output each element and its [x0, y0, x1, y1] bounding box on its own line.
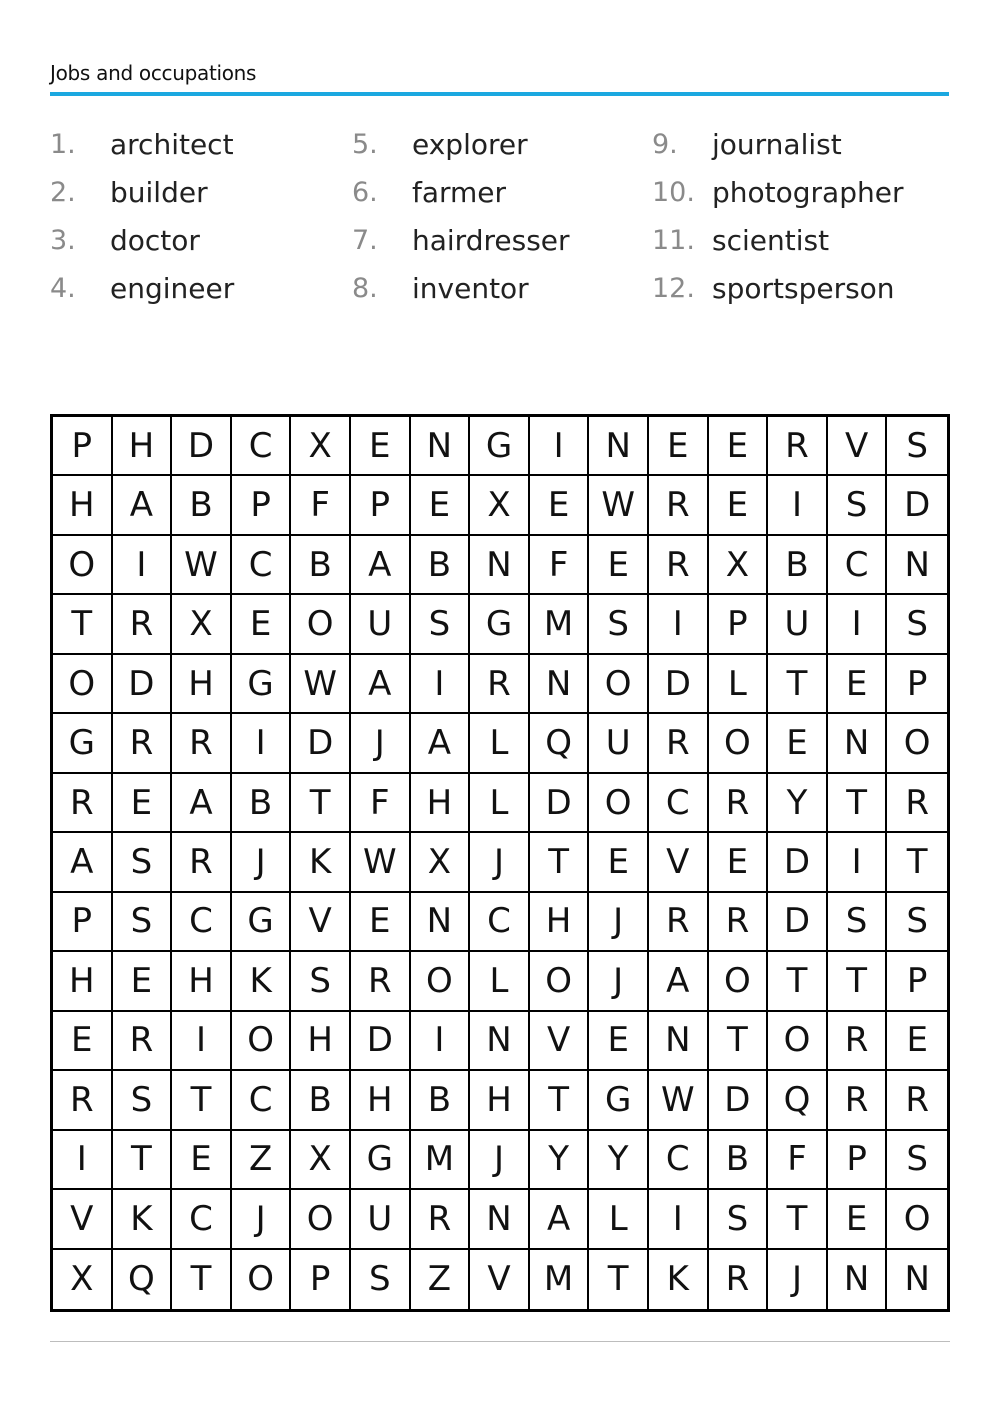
grid-cell[interactable]: N	[649, 1012, 709, 1071]
grid-cell[interactable]: V	[649, 833, 709, 892]
grid-cell[interactable]: Y	[589, 1131, 649, 1190]
grid-cell[interactable]: N	[589, 417, 649, 476]
grid-cell[interactable]: T	[768, 952, 828, 1011]
grid-cell[interactable]: J	[232, 1190, 292, 1249]
grid-cell[interactable]: H	[351, 1071, 411, 1130]
grid-cell[interactable]: S	[828, 476, 888, 535]
grid-cell[interactable]: H	[470, 1071, 530, 1130]
item-number: 6.	[352, 176, 378, 208]
grid-cell[interactable]: G	[53, 714, 113, 773]
grid-cell[interactable]: A	[351, 655, 411, 714]
grid-cell[interactable]: Q	[768, 1071, 828, 1130]
grid-cell[interactable]: T	[530, 833, 590, 892]
grid-cell[interactable]: R	[887, 1071, 947, 1130]
grid-cell[interactable]: S	[113, 1071, 173, 1130]
grid-cell[interactable]: T	[828, 952, 888, 1011]
grid-cell[interactable]: O	[53, 655, 113, 714]
grid-cell[interactable]: P	[351, 476, 411, 535]
grid-cell[interactable]: T	[828, 774, 888, 833]
grid-cell[interactable]: V	[291, 893, 351, 952]
grid-cell[interactable]: N	[470, 1190, 530, 1249]
grid-cell[interactable]: U	[351, 1190, 411, 1249]
grid-cell[interactable]: N	[530, 655, 590, 714]
grid-cell[interactable]: I	[649, 1190, 709, 1249]
grid-cell[interactable]: T	[768, 655, 828, 714]
grid-cell[interactable]: H	[411, 774, 471, 833]
item-number: 9.	[652, 128, 678, 160]
grid-cell[interactable]: P	[887, 655, 947, 714]
grid-cell[interactable]: F	[768, 1131, 828, 1190]
grid-cell[interactable]: X	[709, 536, 769, 595]
grid-cell[interactable]: S	[887, 1131, 947, 1190]
grid-cell[interactable]: O	[53, 536, 113, 595]
item-word: photographer	[712, 175, 904, 209]
grid-cell[interactable]: H	[53, 476, 113, 535]
grid-cell[interactable]: E	[649, 417, 709, 476]
item-number: 2.	[50, 176, 76, 208]
item-word: builder	[110, 175, 208, 209]
grid-cell[interactable]: E	[709, 476, 769, 535]
grid-cell[interactable]: S	[887, 417, 947, 476]
grid-cell[interactable]: T	[530, 1071, 590, 1130]
item-number: 10.	[652, 176, 695, 208]
grid-cell[interactable]: Z	[232, 1131, 292, 1190]
list-item	[50, 120, 234, 168]
grid-cell[interactable]: A	[53, 833, 113, 892]
grid-cell[interactable]: N	[828, 714, 888, 773]
grid-cell[interactable]: T	[172, 1071, 232, 1130]
footer-divider	[50, 1341, 950, 1342]
grid-cell[interactable]: L	[709, 655, 769, 714]
grid-cell[interactable]: T	[53, 595, 113, 654]
grid-cell[interactable]: D	[768, 893, 828, 952]
grid-cell[interactable]: E	[172, 1131, 232, 1190]
grid-cell[interactable]: S	[291, 952, 351, 1011]
grid-cell[interactable]: C	[232, 417, 292, 476]
grid-cell[interactable]: K	[113, 1190, 173, 1249]
grid-cell[interactable]: P	[232, 476, 292, 535]
grid-cell[interactable]: R	[411, 1190, 471, 1249]
grid-cell[interactable]: R	[113, 714, 173, 773]
grid-cell[interactable]: C	[649, 1131, 709, 1190]
item-word: sportsperson	[712, 271, 895, 305]
grid-cell[interactable]: D	[887, 476, 947, 535]
grid-cell[interactable]: H	[172, 655, 232, 714]
grid-cell[interactable]: S	[113, 833, 173, 892]
item-number: 1.	[50, 128, 76, 160]
grid-cell[interactable]: R	[828, 1071, 888, 1130]
word-list-column-3	[652, 120, 903, 312]
grid-cell[interactable]: V	[828, 417, 888, 476]
grid-cell[interactable]: R	[649, 476, 709, 535]
grid-cell[interactable]: P	[53, 417, 113, 476]
grid-cell[interactable]: N	[828, 1250, 888, 1309]
grid-cell[interactable]: U	[351, 595, 411, 654]
item-number: 12.	[652, 272, 695, 304]
grid-cell[interactable]: B	[172, 476, 232, 535]
grid-cell[interactable]: J	[589, 952, 649, 1011]
grid-cell[interactable]: S	[113, 893, 173, 952]
grid-cell[interactable]: E	[589, 1012, 649, 1071]
grid-cell[interactable]: S	[411, 595, 471, 654]
grid-cell[interactable]: O	[887, 1190, 947, 1249]
grid-cell[interactable]: N	[470, 1012, 530, 1071]
grid-cell[interactable]: O	[589, 655, 649, 714]
grid-cell[interactable]: K	[232, 952, 292, 1011]
word-list-column-1	[50, 120, 234, 312]
grid-cell[interactable]: T	[887, 833, 947, 892]
item-number: 7.	[352, 224, 378, 256]
grid-cell[interactable]: V	[470, 1250, 530, 1309]
grid-cell[interactable]: I	[113, 536, 173, 595]
grid-cell[interactable]: W	[649, 1071, 709, 1130]
grid-cell[interactable]: Z	[411, 1250, 471, 1309]
grid-cell[interactable]: T	[172, 1250, 232, 1309]
grid-cell[interactable]: B	[291, 1071, 351, 1130]
grid-cell[interactable]: P	[828, 1131, 888, 1190]
grid-cell[interactable]: R	[768, 417, 828, 476]
grid-cell[interactable]: I	[828, 833, 888, 892]
grid-cell[interactable]: N	[887, 536, 947, 595]
item-word: architect	[110, 127, 234, 161]
grid-cell[interactable]: O	[411, 952, 471, 1011]
grid-cell[interactable]: U	[589, 714, 649, 773]
grid-cell[interactable]: D	[768, 833, 828, 892]
grid-cell[interactable]: M	[411, 1131, 471, 1190]
grid-cell[interactable]: A	[351, 536, 411, 595]
grid-cell[interactable]: B	[768, 536, 828, 595]
grid-cell[interactable]: C	[470, 893, 530, 952]
grid-cell[interactable]: I	[411, 655, 471, 714]
grid-cell[interactable]: J	[768, 1250, 828, 1309]
grid-cell[interactable]: K	[649, 1250, 709, 1309]
grid-cell[interactable]: B	[709, 1131, 769, 1190]
grid-cell[interactable]: D	[172, 417, 232, 476]
grid-cell[interactable]: C	[232, 1071, 292, 1130]
grid-cell[interactable]: E	[530, 476, 590, 535]
grid-cell[interactable]: I	[411, 1012, 471, 1071]
grid-cell[interactable]: W	[589, 476, 649, 535]
grid-cell[interactable]: V	[530, 1012, 590, 1071]
grid-cell[interactable]: G	[589, 1071, 649, 1130]
grid-cell[interactable]: H	[113, 417, 173, 476]
grid-cell[interactable]: T	[768, 1190, 828, 1249]
item-number: 4.	[50, 272, 76, 304]
grid-cell[interactable]: A	[411, 714, 471, 773]
grid-cell[interactable]: X	[470, 476, 530, 535]
grid-cell[interactable]: D	[709, 1071, 769, 1130]
item-word: explorer	[412, 127, 528, 161]
grid-cell[interactable]: V	[53, 1190, 113, 1249]
list-item	[50, 264, 234, 312]
list-item	[652, 216, 903, 264]
grid-cell[interactable]: O	[232, 1250, 292, 1309]
grid-cell[interactable]: R	[172, 714, 232, 773]
grid-cell[interactable]: Q	[530, 714, 590, 773]
grid-cell[interactable]: G	[232, 893, 292, 952]
grid-cell[interactable]: E	[709, 417, 769, 476]
list-item	[652, 264, 903, 312]
grid-cell[interactable]: P	[53, 893, 113, 952]
grid-cell[interactable]: Y	[768, 774, 828, 833]
grid-cell[interactable]: X	[53, 1250, 113, 1309]
list-item	[352, 120, 570, 168]
grid-cell[interactable]: R	[649, 893, 709, 952]
grid-cell[interactable]: C	[232, 536, 292, 595]
grid-cell[interactable]: I	[649, 595, 709, 654]
grid-cell[interactable]: R	[709, 893, 769, 952]
grid-cell[interactable]: E	[828, 655, 888, 714]
grid-cell[interactable]: R	[53, 774, 113, 833]
grid-cell[interactable]: N	[470, 536, 530, 595]
grid-cell[interactable]: I	[768, 476, 828, 535]
grid-cell[interactable]: H	[53, 952, 113, 1011]
grid-cell[interactable]: A	[649, 952, 709, 1011]
grid-cell[interactable]: C	[649, 774, 709, 833]
grid-cell[interactable]: X	[411, 833, 471, 892]
grid-cell[interactable]: Q	[113, 1250, 173, 1309]
grid-cell[interactable]: E	[351, 417, 411, 476]
grid-cell[interactable]: S	[351, 1250, 411, 1309]
grid-cell[interactable]: E	[411, 476, 471, 535]
grid-cell[interactable]: R	[53, 1071, 113, 1130]
grid-cell[interactable]: N	[904, 1259, 930, 1300]
grid-cell[interactable]: R	[709, 774, 769, 833]
grid-cell[interactable]: F	[530, 536, 590, 595]
word-list-column-2	[352, 120, 570, 312]
item-word: doctor	[110, 223, 200, 257]
grid-cell[interactable]: S	[887, 595, 947, 654]
grid-cell[interactable]: L	[589, 1190, 649, 1249]
grid-cell[interactable]: O	[887, 714, 947, 773]
grid-cell[interactable]: J	[470, 833, 530, 892]
title-underline	[50, 92, 949, 96]
grid-cell[interactable]: P	[887, 952, 947, 1011]
grid-cell[interactable]: A	[172, 774, 232, 833]
grid-cell[interactable]: L	[470, 774, 530, 833]
worksheet-header	[50, 56, 949, 96]
grid-cell[interactable]: N	[411, 893, 471, 952]
grid-cell[interactable]: R	[351, 952, 411, 1011]
grid-cell[interactable]: R	[649, 536, 709, 595]
grid-cell[interactable]: D	[530, 774, 590, 833]
grid-cell[interactable]: B	[411, 1071, 471, 1130]
grid-cell[interactable]: P	[291, 1250, 351, 1309]
grid-cell[interactable]: B	[232, 774, 292, 833]
list-item	[352, 168, 570, 216]
list-item	[50, 216, 234, 264]
grid-cell[interactable]: E	[113, 774, 173, 833]
grid-cell[interactable]: E	[53, 1012, 113, 1071]
grid-cell[interactable]: X	[291, 417, 351, 476]
grid-cell[interactable]: S	[887, 893, 947, 952]
grid-cell[interactable]: E	[887, 1012, 947, 1071]
grid-cell[interactable]: D	[113, 655, 173, 714]
grid-cell[interactable]: O	[768, 1012, 828, 1071]
grid-cell[interactable]: J	[470, 1131, 530, 1190]
grid-cell[interactable]: W	[291, 655, 351, 714]
grid-cell[interactable]: O	[291, 595, 351, 654]
grid-cell[interactable]: C	[828, 536, 888, 595]
grid-cell[interactable]: A	[530, 1190, 590, 1249]
grid-cell[interactable]: O	[530, 952, 590, 1011]
item-word: scientist	[712, 223, 830, 257]
list-item	[50, 168, 234, 216]
grid-cell[interactable]: O	[589, 774, 649, 833]
grid-cell[interactable]: N	[411, 417, 471, 476]
grid-cell[interactable]: D	[351, 1012, 411, 1071]
grid-cell[interactable]: R	[172, 833, 232, 892]
page-title: Jobs and occupations	[50, 61, 257, 85]
grid-cell[interactable]: A	[113, 476, 173, 535]
grid-cell[interactable]: S	[828, 893, 888, 952]
list-item	[652, 120, 903, 168]
grid-cell[interactable]: E	[113, 952, 173, 1011]
grid-cell[interactable]: J	[232, 833, 292, 892]
grid-cell[interactable]: S	[589, 595, 649, 654]
grid-cell[interactable]: R	[113, 595, 173, 654]
grid-cell[interactable]: D	[649, 655, 709, 714]
grid-cell[interactable]: L	[470, 714, 530, 773]
grid-cell[interactable]: I	[530, 417, 590, 476]
grid-cell[interactable]: O	[709, 952, 769, 1011]
grid-cell[interactable]: H	[530, 893, 590, 952]
grid-cell[interactable]: B	[291, 536, 351, 595]
grid-cell[interactable]: B	[411, 536, 471, 595]
grid-cell[interactable]: I	[232, 714, 292, 773]
grid-cell[interactable]: I	[828, 595, 888, 654]
grid-cell[interactable]: O	[291, 1190, 351, 1249]
grid-cell[interactable]: J	[351, 714, 411, 773]
grid-cell[interactable]: G	[232, 655, 292, 714]
grid-cell[interactable]: O	[709, 714, 769, 773]
item-word: farmer	[412, 175, 507, 209]
grid-cell[interactable]: T	[709, 1012, 769, 1071]
grid-cell[interactable]: E	[768, 714, 828, 773]
grid-cell[interactable]: D	[291, 714, 351, 773]
item-word: engineer	[110, 271, 235, 305]
grid-cell[interactable]: G	[470, 417, 530, 476]
grid-cell[interactable]: H	[291, 1012, 351, 1071]
item-number: 5.	[352, 128, 378, 160]
grid-cell[interactable]: J	[589, 893, 649, 952]
grid-cell[interactable]: Y	[530, 1131, 590, 1190]
list-item	[352, 264, 570, 312]
item-number: 3.	[50, 224, 76, 256]
grid-cell[interactable]: R	[113, 1012, 173, 1071]
item-number: 8.	[352, 272, 378, 304]
grid-cell[interactable]: W	[172, 536, 232, 595]
grid-cell[interactable]: O	[232, 1012, 292, 1071]
grid-cell[interactable]: P	[709, 595, 769, 654]
grid-cell[interactable]: M	[530, 595, 590, 654]
grid-cell[interactable]: E	[589, 833, 649, 892]
word-search-grid	[50, 414, 950, 1312]
grid-cell[interactable]: K	[291, 833, 351, 892]
grid-cell[interactable]: R	[828, 1012, 888, 1071]
grid-cell[interactable]: L	[470, 952, 530, 1011]
list-item	[652, 168, 903, 216]
grid-cell[interactable]: H	[172, 952, 232, 1011]
grid-cell[interactable]: E	[589, 536, 649, 595]
grid-cell[interactable]: R	[887, 774, 947, 833]
grid-cell[interactable]: G	[470, 595, 530, 654]
grid-cell[interactable]: S	[709, 1190, 769, 1249]
grid-cell[interactable]: W	[351, 833, 411, 892]
grid-cell[interactable]: C	[172, 1190, 232, 1249]
grid-cell[interactable]: C	[172, 893, 232, 952]
grid-cell[interactable]: R	[649, 714, 709, 773]
grid-cell[interactable]: I	[172, 1012, 232, 1071]
grid-cell[interactable]: M	[530, 1250, 590, 1309]
grid-cell[interactable]: E	[828, 1190, 888, 1249]
grid-cell[interactable]: U	[768, 595, 828, 654]
grid-cell[interactable]: F	[351, 774, 411, 833]
grid-cell[interactable]: T	[113, 1131, 173, 1190]
grid-cell[interactable]: R	[709, 1250, 769, 1309]
list-item	[352, 216, 570, 264]
grid-cell[interactable]: E	[709, 833, 769, 892]
grid-cell[interactable]: R	[470, 655, 530, 714]
item-word: journalist	[712, 127, 842, 161]
grid-cell[interactable]: T	[589, 1250, 649, 1309]
item-number: 11.	[652, 224, 695, 256]
grid-cell[interactable]: E	[351, 893, 411, 952]
grid-cell[interactable]: I	[53, 1131, 113, 1190]
grid-cell[interactable]: T	[291, 774, 351, 833]
grid-cell[interactable]: F	[291, 476, 351, 535]
item-word: inventor	[412, 271, 529, 305]
grid-cell[interactable]: E	[232, 595, 292, 654]
item-word: hairdresser	[412, 223, 570, 257]
grid-cell[interactable]: X	[291, 1131, 351, 1190]
grid-cell[interactable]: X	[172, 595, 232, 654]
grid-cell[interactable]: G	[351, 1131, 411, 1190]
